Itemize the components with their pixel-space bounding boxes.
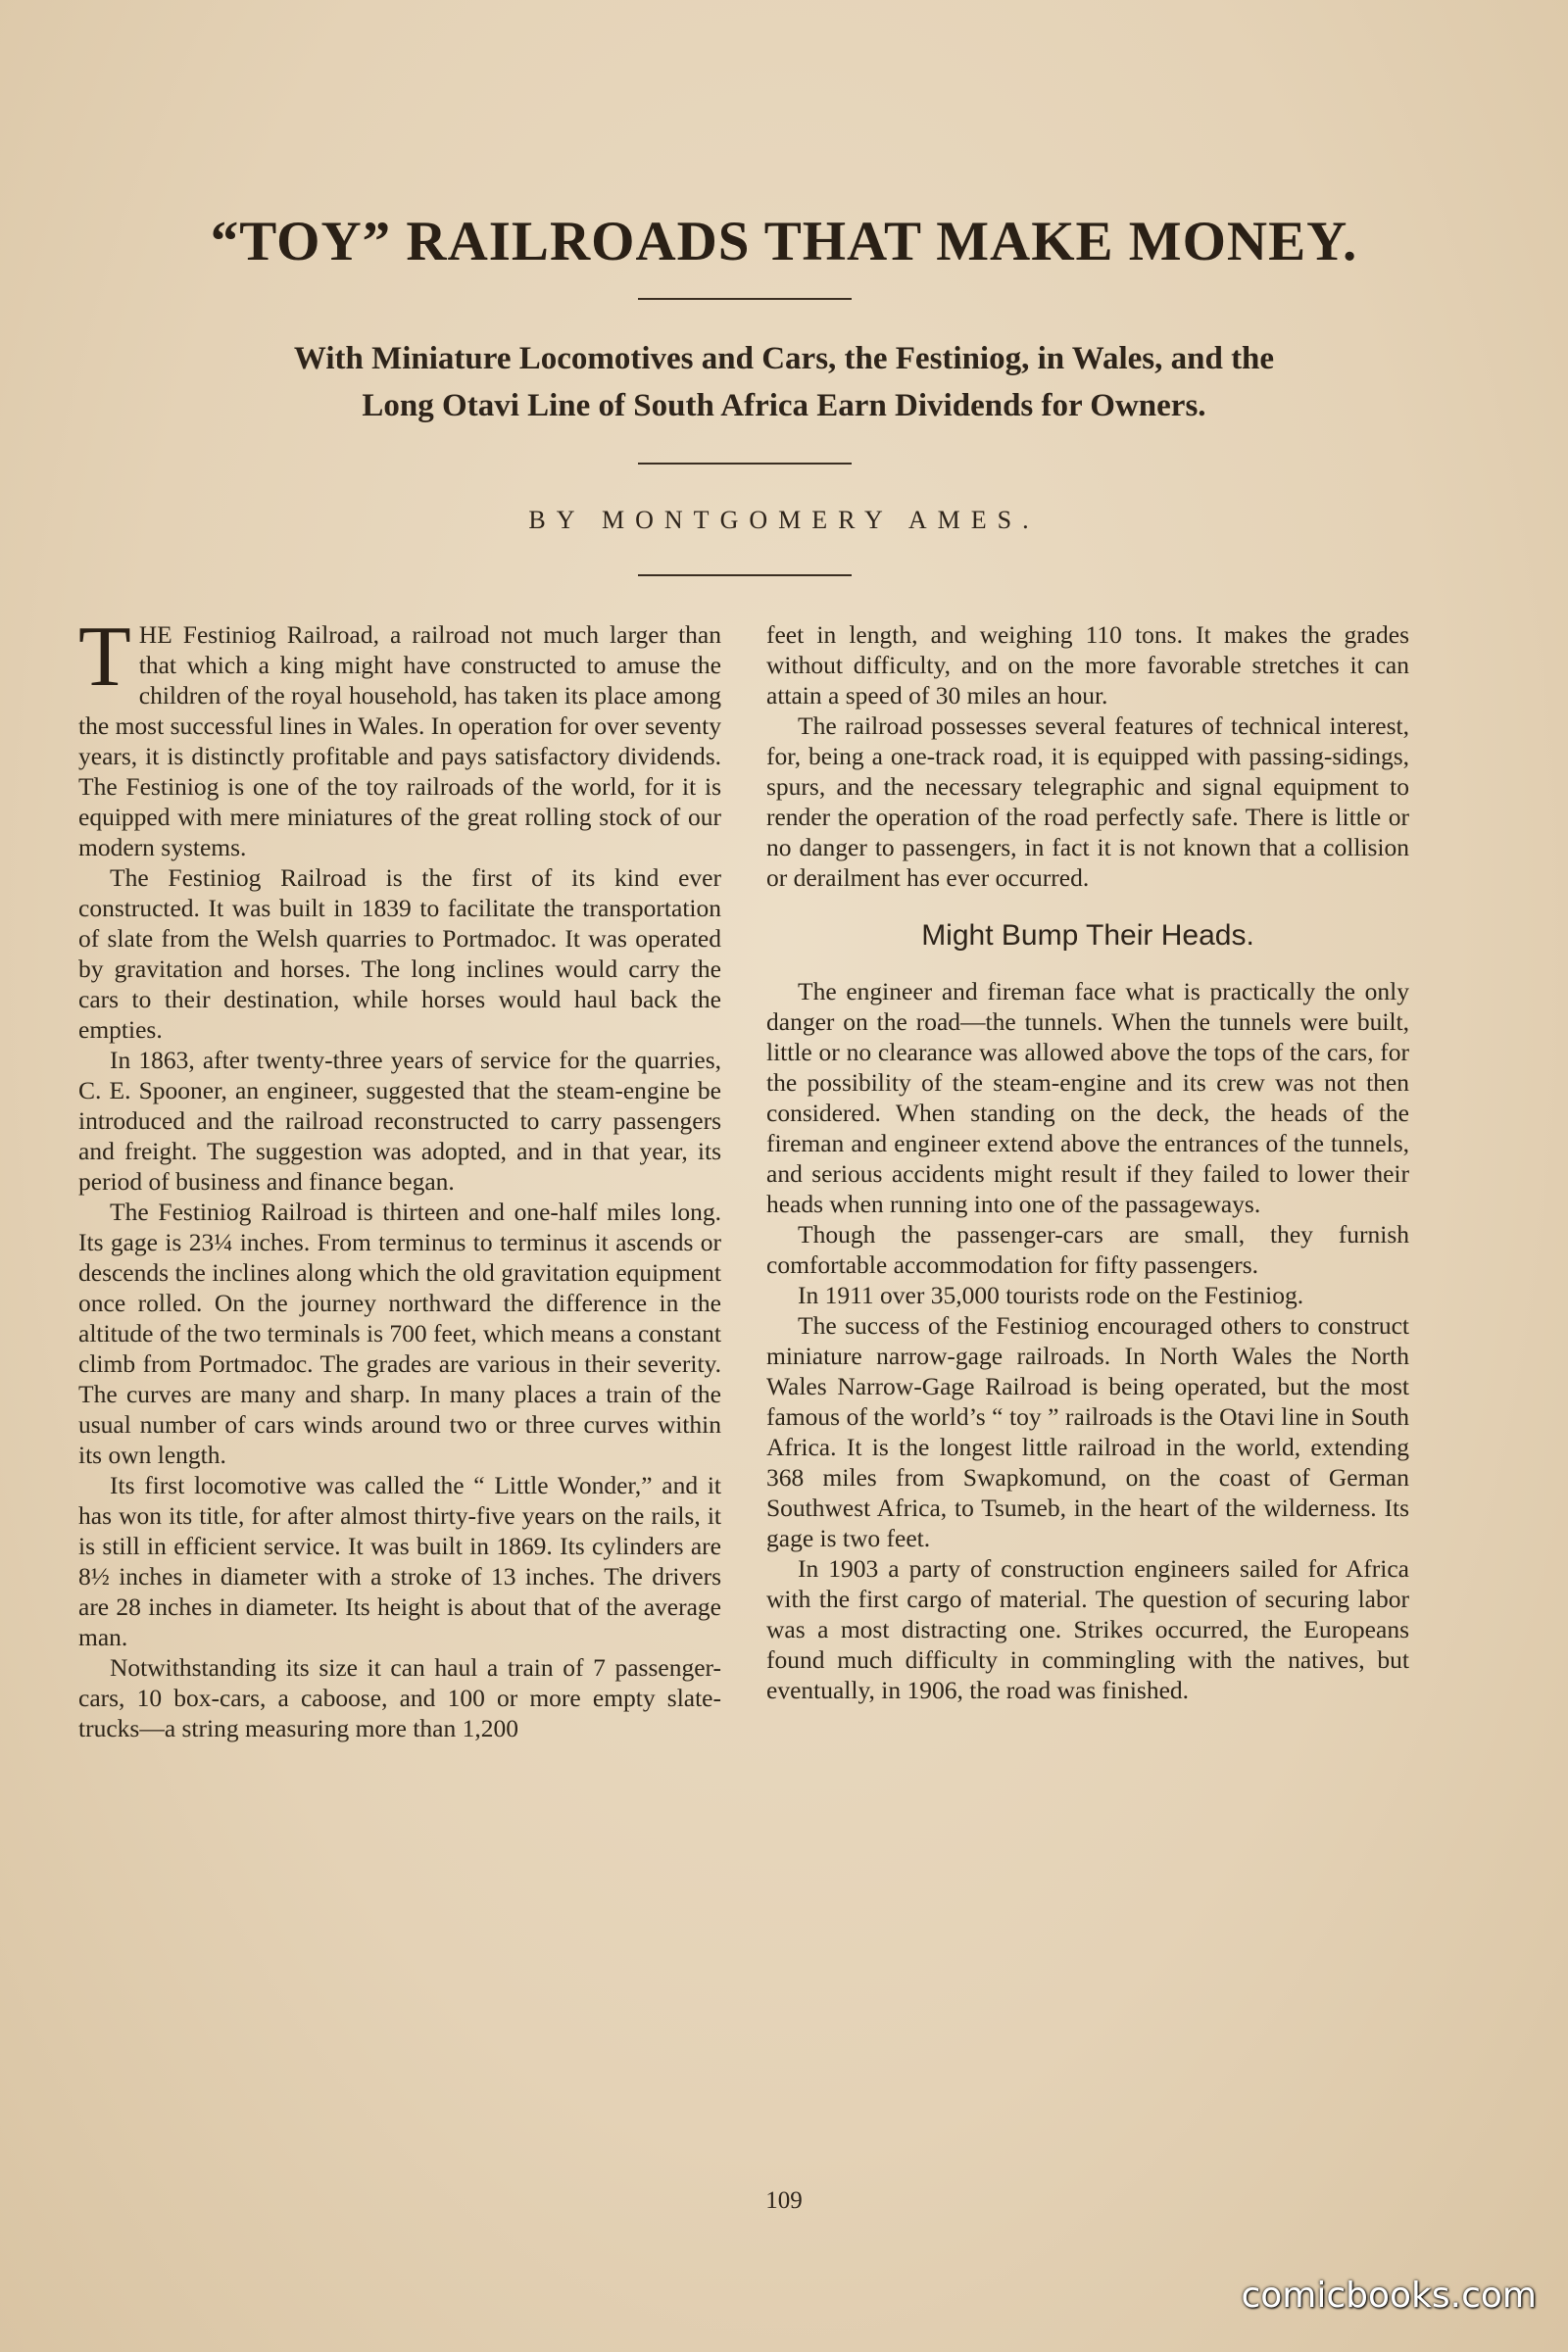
byline: BY MONTGOMERY AMES. xyxy=(528,506,1040,534)
paragraph: Though the passenger-cars are small, they furnish comfortable accommodation for fifty passengers. xyxy=(766,1220,1409,1279)
paragraph: feet in length, and weighing 110 tons. It makes the grades without difficulty, and on the more favorable stretches it can attain a speed of 30 miles an hour. xyxy=(766,620,1409,710)
subtitle-divider xyxy=(638,463,852,465)
section-heading: Might Bump Their Heads. xyxy=(921,919,1254,952)
subtitle-line-2: Long Otavi Line of South Africa Earn Dividends for Owners. xyxy=(362,388,1206,423)
paragraph: In 1903 a party of construction engineers sailed for Africa with the first cargo of material. The question of securing labor was a most distracting one. Strikes occurred, the Europeans found much difficulty in commingling with the natives, but eventually, in 1906, the road was finished. xyxy=(766,1554,1409,1704)
paragraph: Notwithstanding its size it can haul a train of 7 passenger-cars, 10 box-cars, a caboose, and 100 or more empty slate-trucks—a string measuring more than 1,200 xyxy=(78,1653,721,1742)
article-subtitle xyxy=(69,335,1499,429)
paragraph: The Festiniog Railroad is thirteen and one-half miles long. Its gage is 23¼ inches. From terminus to terminus it ascends or descends the inclines along which the old gravitation equipment once rolled. On the journey northward the difference in the altitude of the two terminals is 700 feet, which means a constant climb from Portmadoc. The grades are various in their severity. The curves are many and sharp. In many places a train of the usual number of cars winds around two or three curves within its own length. xyxy=(78,1198,721,1469)
paragraph: The Festiniog Railroad is the first of its kind ever constructed. It was built in 1839 to facilitate the transportation of slate from the Welsh quarries to Portmadoc. It was operated by gravitation and horses. The long inclines would carry the cars to their destination, while horses would haul back the empties. xyxy=(78,863,721,1044)
right-column xyxy=(766,619,1409,1705)
subtitle-line-1: With Miniature Locomotives and Cars, the Festiniog, in Wales, and the xyxy=(293,341,1275,376)
drop-cap: T xyxy=(78,610,131,705)
page-number: 109 xyxy=(765,2187,803,2214)
paragraph: In 1863, after twenty-three years of service for the quarries, C. E. Spooner, an engineer, suggested that the steam-engine be introduced and the railroad reconstructed to carry passengers and freight. The suggestion was adopted, and in that year, its period of business and finance began. xyxy=(78,1046,721,1196)
article-title: “TOY” RAILROADS THAT MAKE MONEY. xyxy=(210,211,1358,272)
byline-divider xyxy=(638,574,852,576)
paragraph: The success of the Festiniog encouraged others to construct miniature narrow-gage railroads. In North Wales the North Wales Narrow-Gage Railroad is being operated, but the most famous of the world’s “ toy ” railroads is the Otavi line in South Africa. It is the longest little railroad in the world, extending 368 miles from Swapkomund, on the coast of German Southwest Africa, to Tsumeb, in the heart of the wilderness. Its gage is two feet. xyxy=(766,1311,1409,1552)
paragraph: The railroad possesses several features of technical interest, for, being a one-track road, it is equipped with passing-sidings, spurs, and the necessary telegraphic and signal equipment to render the operation of the road perfectly safe. There is little or no danger to passengers, in fact it is not known that a collision or derailment has ever occurred. xyxy=(766,711,1409,892)
title-divider xyxy=(638,298,852,300)
paragraph-text: HE Festiniog Railroad, a railroad not much larger than that which a king might have constructed to amuse the children of the royal household, has taken its place among the most successful lines in Wales. In operation for over seventy years, it is distinctly profitable and pays satisfactory dividends. The Festiniog is one of the toy railroads of the world, for it is equipped with mere miniatures of the great rolling stock of our modern systems. xyxy=(78,620,721,861)
paragraph: In 1911 over 35,000 tourists rode on the Festiniog. xyxy=(798,1281,1304,1309)
paragraph xyxy=(78,610,721,862)
paragraph: Its first locomotive was called the “ Little Wonder,” and it has won its title, for after almost thirty-five years on the rails, it is still in efficient service. It was built in 1869. Its cylinders are 8½ inches in diameter with a stroke of 13 inches. The drivers are 28 inches in diameter. Its height is about that of the average man. xyxy=(78,1471,721,1651)
watermark: comicbooks.com xyxy=(1241,2276,1537,2316)
left-column xyxy=(78,610,721,1743)
paragraph: The engineer and fireman face what is practically the only danger on the road—the tunnels. When the tunnels were built, little or no clearance was allowed above the tops of the cars, for the possibility of the steam-engine and its crew was not then considered. When standing on the deck, the heads of the fireman and engineer extend above the entrances of the tunnels, and serious accidents might result if they failed to lower their heads when running into one of the passageways. xyxy=(766,977,1409,1218)
